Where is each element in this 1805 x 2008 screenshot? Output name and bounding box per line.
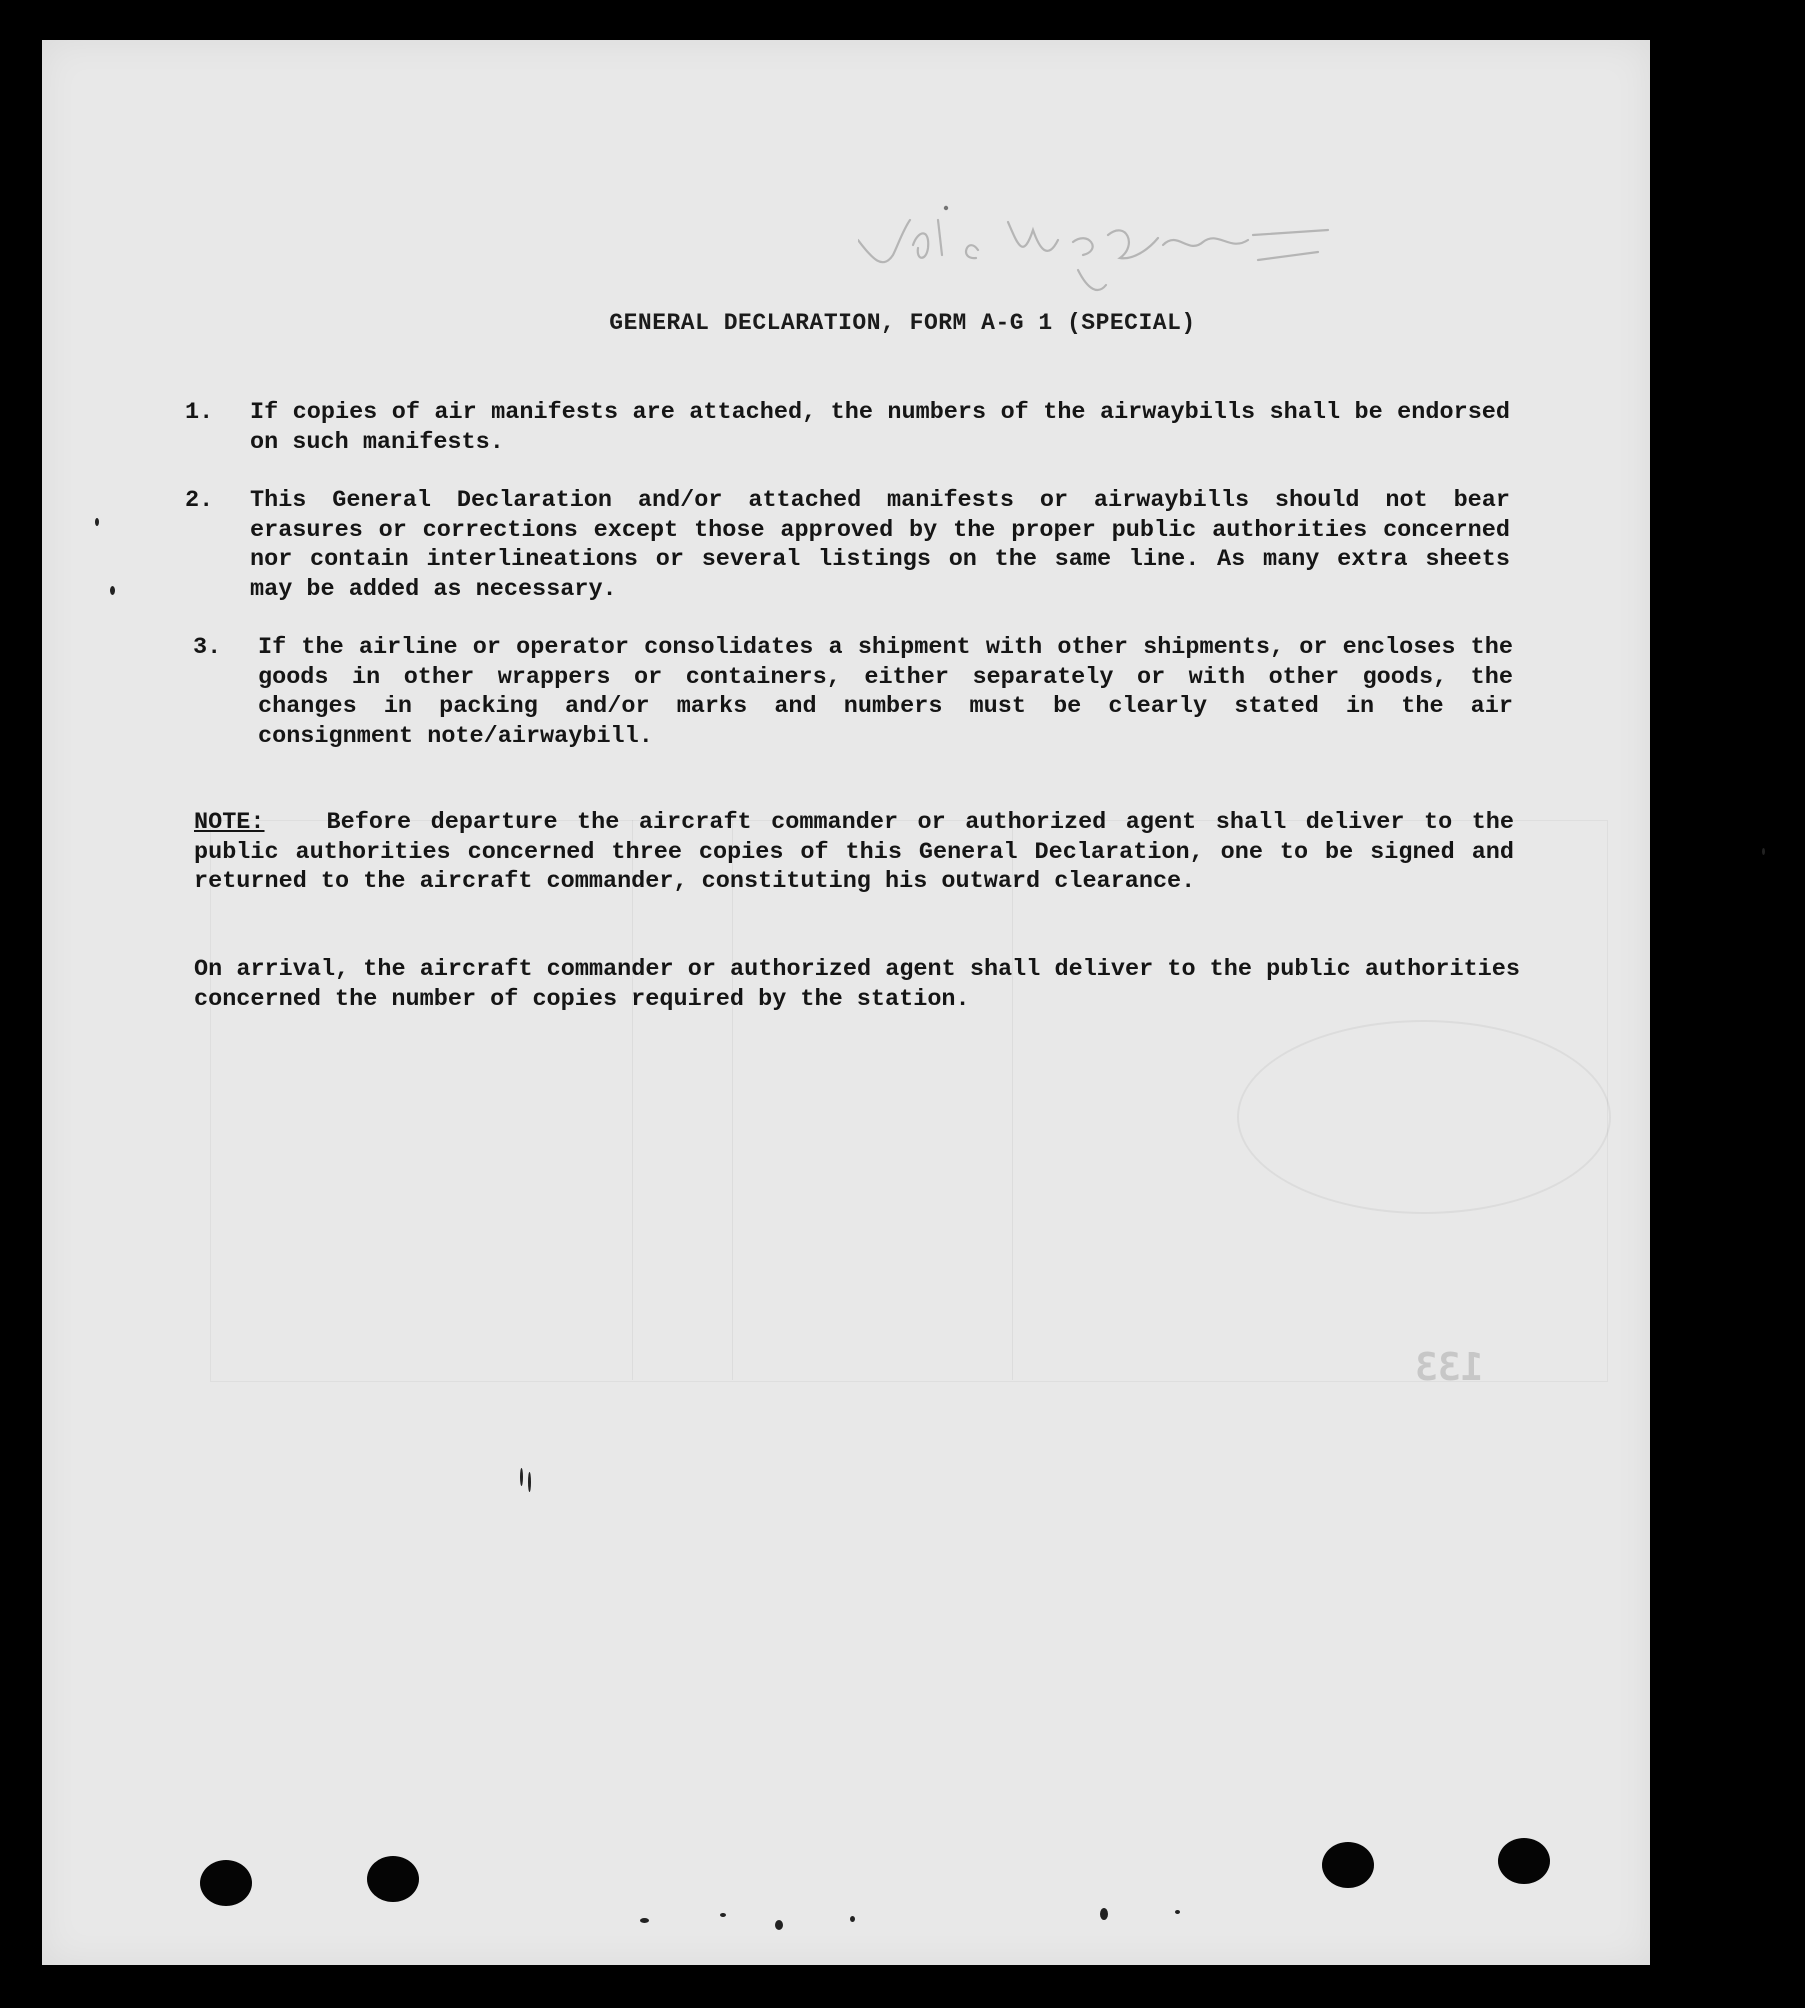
speck (110, 586, 115, 595)
speck (95, 518, 99, 526)
punch-hole (1322, 1842, 1374, 1888)
punch-hole (367, 1856, 419, 1902)
bleed-through-line (632, 820, 633, 1380)
svg-text:Vail o Vorry: Vail o Vorry (858, 305, 866, 306)
speck (640, 1918, 649, 1923)
item-number: 1. (185, 399, 214, 426)
item-text: This General Declaration and/or attached manifests or airwaybills should not bear erasures or corrections except those approved by the proper public authorities concerned nor contain interlineations or several listings on the same line. As many extra sheets may be added as necessary. (250, 487, 1510, 603)
speck (720, 1913, 726, 1917)
item-number: 3. (193, 634, 222, 661)
form-title: GENERAL DECLARATION, FORM A-G 1 (SPECIAL) (609, 310, 1196, 336)
speck (1762, 848, 1765, 855)
punch-hole (200, 1860, 252, 1906)
list-item (185, 486, 1510, 604)
list-item (185, 398, 1510, 457)
speck (775, 1920, 783, 1930)
item-text: If copies of air manifests are attached, the numbers of the airwaybills shall be endorsed on such manifests. (250, 399, 1510, 456)
speck (520, 1468, 523, 1486)
item-text: If the airline or operator consolidates a shipment with other shipments, or encloses the goods in other wrappers or containers, either separately or with other goods, the changes in packing and/or marks and numbers must be clearly stated in the air consignment note/airwaybill. (258, 634, 1513, 750)
speck (1100, 1908, 1108, 1920)
list-item (193, 633, 1513, 751)
speck (850, 1916, 855, 1922)
note-paragraph (194, 808, 1514, 897)
arrival-paragraph: On arrival, the aircraft commander or authorized agent shall deliver to the public authorities concerned the number of copies required by the station. (194, 956, 1520, 1013)
bleed-through-page-number: 133 (1415, 1345, 1484, 1389)
speck (528, 1472, 531, 1492)
speck (1175, 1910, 1180, 1914)
note-label: NOTE: (194, 809, 265, 836)
handwritten-signature (858, 200, 1338, 310)
punch-hole (1498, 1838, 1550, 1884)
note-text: Before departure the aircraft commander or authorized agent shall deliver to the public authorities concerned three copies of this General Declaration, one to be signed and returned to the aircraft commander, constituting his outward clearance. (194, 809, 1514, 895)
item-number: 2. (185, 487, 214, 514)
bleed-through-line (732, 820, 733, 1380)
bleed-through-line (1012, 820, 1013, 1380)
bleed-through-seal (1237, 1020, 1611, 1214)
